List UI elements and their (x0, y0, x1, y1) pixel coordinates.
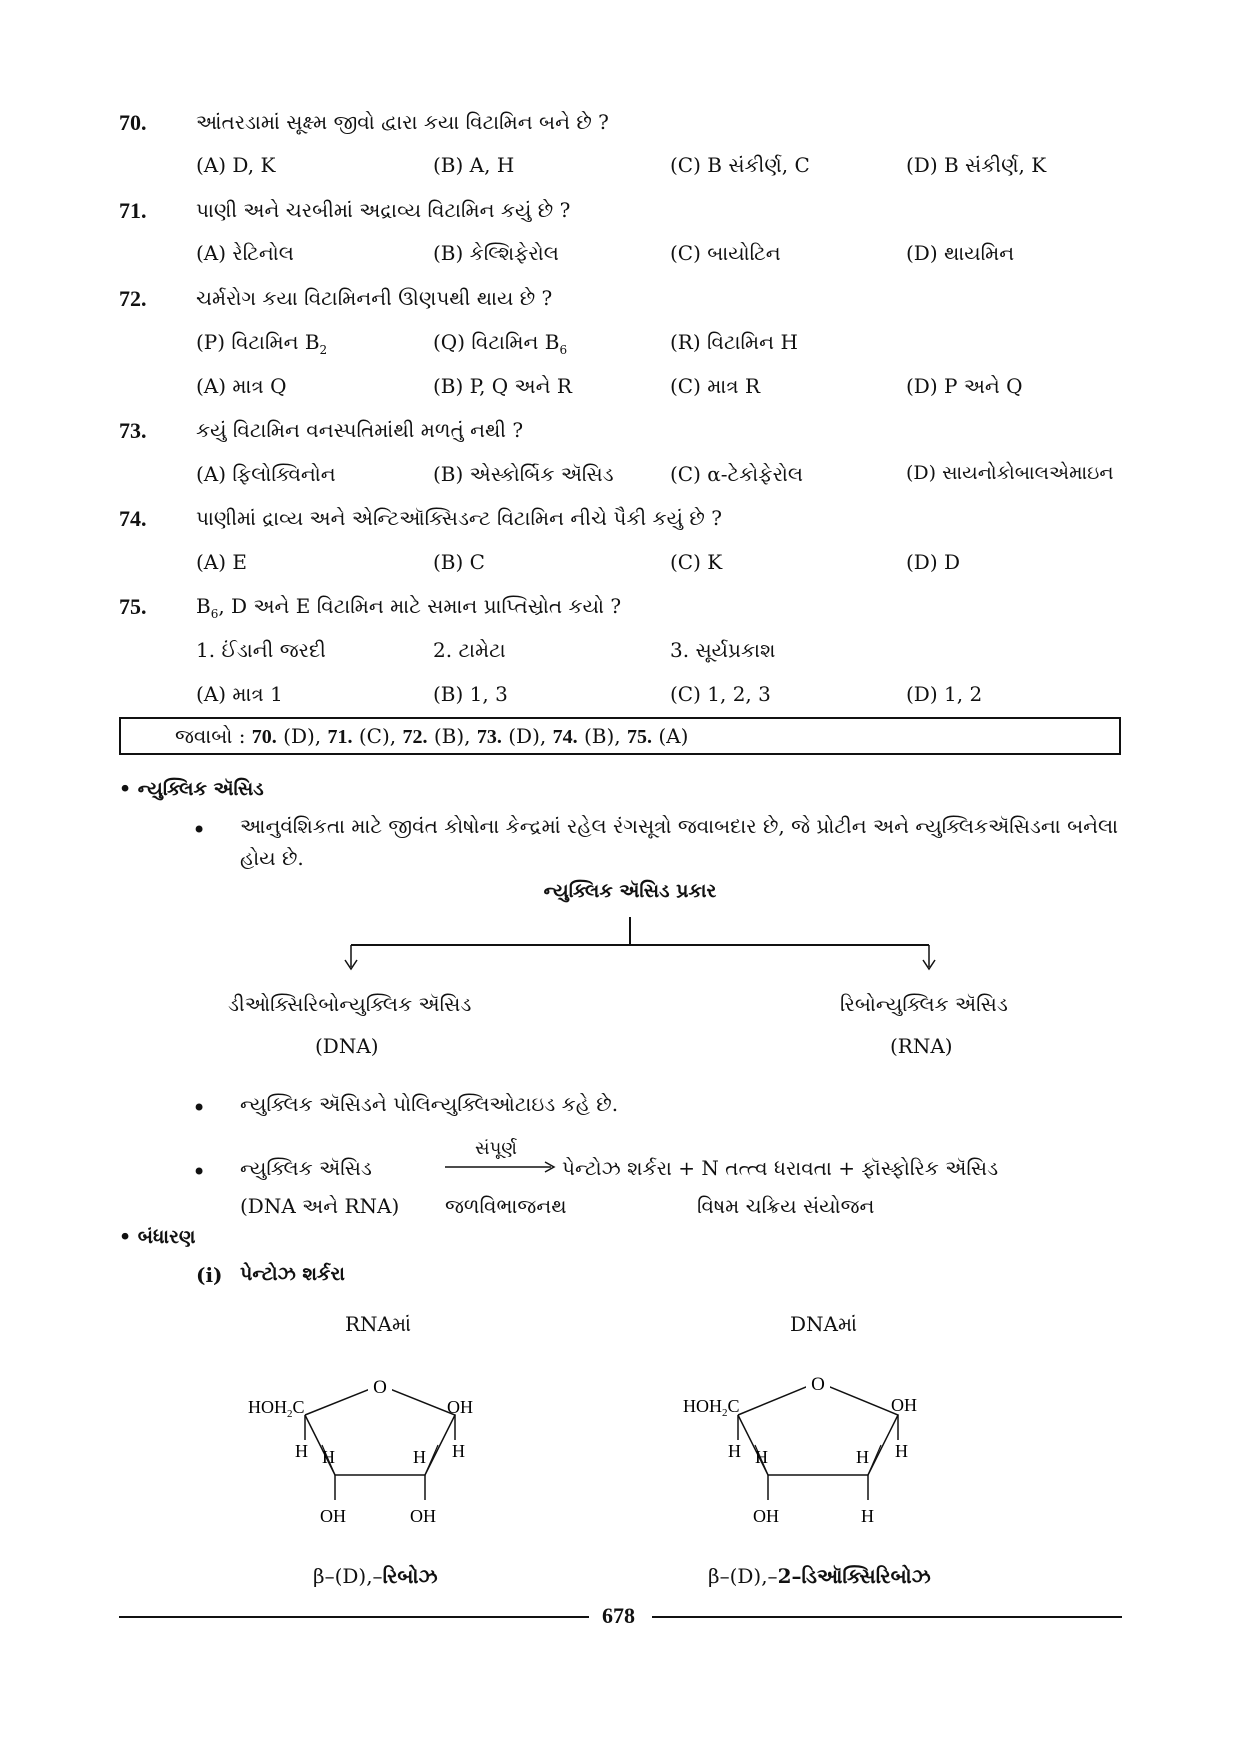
option-a: (A) માત્ર 1 (196, 682, 283, 706)
atom-h: H (413, 1447, 426, 1467)
atom-oh: OH (753, 1506, 779, 1526)
rna-title: RNAમાં (345, 1312, 412, 1336)
option-b: (B) 1, 3 (433, 682, 508, 706)
option-a: (A) E (196, 550, 248, 574)
option-d: (D) D (906, 550, 961, 574)
option-a: (A) માત્ર Q (196, 374, 287, 398)
question-text: કયું વિટામિન વનસ્પતિમાંથી મળતું નથી ? (196, 418, 524, 442)
atom-h: H (895, 1441, 908, 1461)
option-c: (C) B સંકીર્ણ, C (670, 153, 810, 177)
deoxyribose-structure (673, 1370, 933, 1545)
option-d: (D) થાયમિન (906, 241, 1015, 265)
option-a: (A) રેટિનોલ (196, 241, 294, 265)
bullet-icon: • (192, 1158, 207, 1186)
reaction-arrow-icon (443, 1160, 558, 1174)
option-c: (C) α-ટેકોફેરોલ (670, 462, 804, 486)
statement-q: (Q) વિટામિન $B_6$ (433, 330, 568, 357)
atom-o: O (811, 1374, 825, 1395)
question-text: પાણીમાં દ્રાવ્ય અને એન્ટિઑક્સિડન્ટ વિટામિન નીચે પૈકી કયું છે ? (196, 506, 722, 530)
option-d: (D) સાયનોકોબાલએમાઇન (906, 462, 1114, 484)
equation-right: પેન્ટોઝ શર્કરા + N તત્ત્વ ધરાવતા + ફૉસ્ફોરિક ઍસિડ (562, 1156, 999, 1180)
answer-qnum: 75. (627, 726, 652, 748)
arrow-label-bottom: જળવિભાજનથ (445, 1194, 567, 1218)
question-text: પાણી અને ચરબીમાં અદ્રાવ્ય વિટામિન કયું છે ? (196, 198, 571, 222)
page-number: 678 (602, 1603, 635, 1628)
sub-heading: પેન્ટોઝ શર્કરા (240, 1263, 345, 1285)
atom-hoh2c: $HOH_2C$ (248, 1397, 305, 1420)
atom-oh: OH (410, 1506, 436, 1526)
answer-qnum: 70. (251, 726, 277, 748)
answer-qnum: 74. (552, 726, 578, 748)
option-b: (B) કેલ્શિફેરોલ (433, 241, 559, 265)
statement-3: 3. સૂર્યપ્રકાશ (670, 638, 776, 662)
option-d: (D) P અને Q (906, 374, 1023, 398)
rna-abbr: (RNA) (890, 1034, 953, 1058)
option-a: (A) ફિલોક્વિનોન (196, 462, 336, 486)
ribose-structure (240, 1375, 500, 1545)
question-text: ચર્મરોગ કયા વિટામિનની ઊણપથી થાય છે ? (196, 286, 553, 310)
equation-left-sub: (DNA અને RNA) (240, 1194, 400, 1218)
option-d: (D) B સંકીર્ણ, K (906, 153, 1047, 177)
branch-arrow-diagram (340, 915, 940, 975)
question-number: 74. (119, 506, 147, 531)
dna-name: ડીઓક્સિરિબોન્યુક્લિક ઍસિડ (228, 992, 472, 1016)
statement-r: (R) વિટામિન H (670, 330, 798, 354)
section-heading: • બંધારણ (119, 1226, 196, 1248)
question-text: $B_6$, D અને E વિટામિન માટે સમાન પ્રાપ્તિસ્રોત કયો ? (196, 594, 622, 621)
statement-2: 2. ટામેટા (433, 638, 506, 662)
atom-o: O (373, 1377, 387, 1398)
question-number: 72. (119, 286, 147, 311)
arrow-label-top: સંપૂર્ણ (475, 1138, 517, 1159)
paragraph: ન્યુક્લિક ઍસિડને પોલિન્યુક્લિઓટાઇડ કહે છે. (240, 1092, 619, 1116)
atom-h: H (755, 1447, 768, 1467)
footer-rule (119, 1616, 589, 1618)
equation-right-sub: વિષમ ચક્રિય સંયોજન (697, 1194, 875, 1218)
atom-h: H (322, 1447, 335, 1467)
deoxyribose-caption: β–(D),–2–ડિઑક્સિરિબોઝ (708, 1564, 931, 1588)
atom-h: H (861, 1506, 874, 1526)
statement-1: 1. ઈંડાની જરદી (196, 638, 326, 662)
question-number: 73. (119, 418, 147, 443)
atom-h: H (452, 1441, 465, 1461)
bullet-icon: • (192, 1094, 207, 1122)
option-c: (C) 1, 2, 3 (670, 682, 771, 706)
atom-h: H (856, 1447, 869, 1467)
dna-abbr: (DNA) (315, 1034, 379, 1058)
atom-hoh2c: $HOH_2C$ (683, 1396, 740, 1419)
answer-qnum: 72. (402, 726, 428, 748)
atom-h: H (295, 1441, 308, 1461)
footer-rule (652, 1616, 1122, 1618)
atom-oh: OH (447, 1397, 473, 1417)
option-d: (D) 1, 2 (906, 682, 983, 706)
statement-p: (P) વિટામિન $B_2$ (196, 330, 328, 357)
question-number: 70. (119, 110, 147, 135)
option-b: (B) A, H (433, 153, 515, 177)
dna-title: DNAમાં (790, 1312, 857, 1336)
atom-h: H (728, 1441, 741, 1461)
option-c: (C) K (670, 550, 723, 574)
sub-label: (i) (196, 1263, 223, 1287)
answer-key-box: જવાબો : 70. (D), 71. (C), 72. (B), 73. (D), 74. (B), 75. (A) (119, 717, 1121, 755)
question-number: 75. (119, 594, 147, 619)
option-c: (C) માત્ર R (670, 374, 761, 398)
paragraph: આનુવંશિકતા માટે જીવંત કોષોના કેન્દ્રમાં રહેલ રંગસૂત્રો જવાબદાર છે, જે પ્રોટીન અને ન્યુક્લિકઍસિડના બનેલા હોય છે. (240, 814, 1119, 870)
section-heading: • ન્યુક્લિક ઍસિડ (119, 778, 264, 800)
ribose-caption: β–(D),–રિબોઝ (313, 1564, 438, 1588)
answer-qnum: 73. (476, 726, 502, 748)
atom-oh: OH (891, 1395, 917, 1415)
question-number: 71. (119, 198, 147, 223)
answer-qnum: 71. (327, 726, 353, 748)
atom-oh: OH (320, 1506, 346, 1526)
option-b: (B) P, Q અને R (433, 374, 572, 398)
equation-left: ન્યુક્લિક ઍસિડ (240, 1156, 372, 1180)
option-b: (B) એસ્કોર્બિક ઍસિડ (433, 462, 614, 486)
option-c: (C) બાયોટિન (670, 241, 781, 265)
diagram-title: ન્યુક્લિક ઍસિડ પ્રકાર (543, 880, 717, 902)
rna-name: રિબોન્યુક્લિક ઍસિડ (840, 992, 1008, 1016)
option-b: (B) C (433, 550, 485, 574)
bullet-icon: • (192, 816, 207, 844)
option-a: (A) D, K (196, 153, 276, 177)
answer-key-label: જવાબો : (175, 724, 246, 748)
question-text: આંતરડામાં સૂક્ષ્મ જીવો દ્વારા કયા વિટામિન બને છે ? (196, 110, 609, 134)
